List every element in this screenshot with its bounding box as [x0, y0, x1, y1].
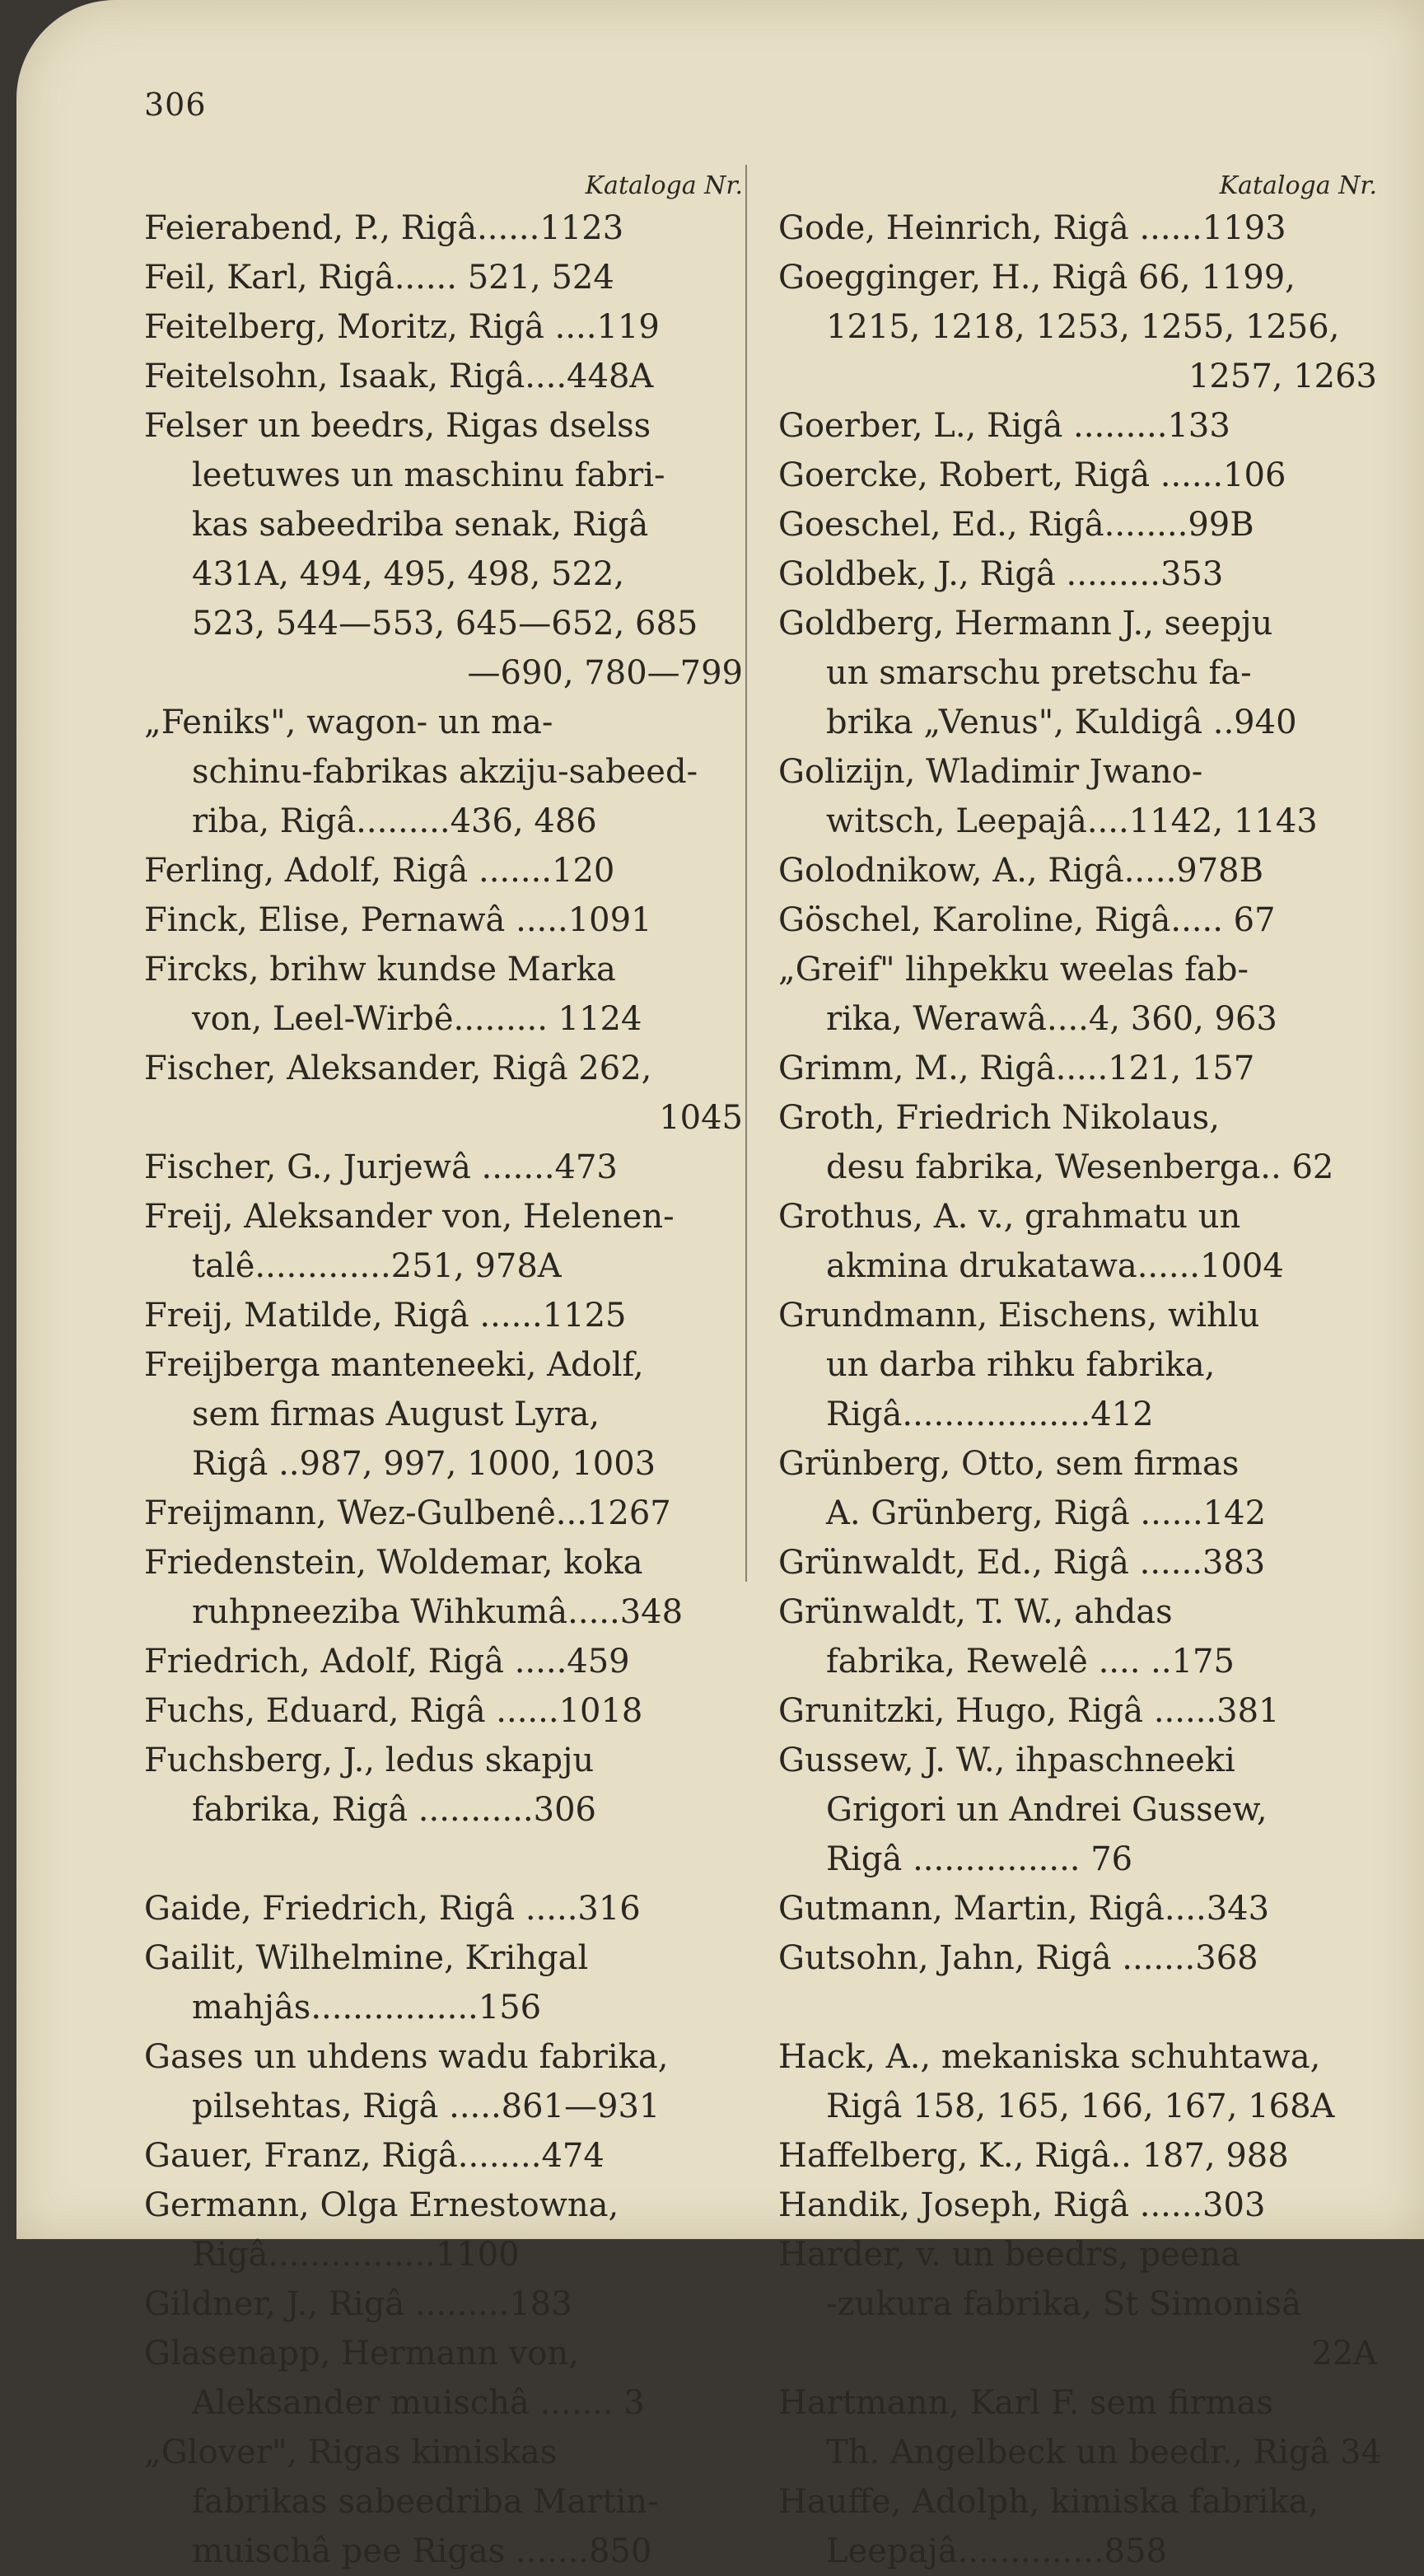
directory-entry: [778, 1093, 1384, 1192]
entry-line: Fuchsberg, J., ledus skapju: [144, 1741, 595, 1779]
column-header: Kataloga Nr.: [585, 171, 743, 200]
left-column: [144, 169, 749, 2576]
entry-line: Hauffe, Adolph, kimiska fabrika,: [778, 2483, 1319, 2521]
directory-entry: [778, 1291, 1384, 1439]
directory-entry: [778, 1192, 1384, 1291]
entry-line: Goeschel, Ed., Rigâ........99B: [778, 506, 1254, 544]
directory-entry: [144, 2279, 749, 2329]
entry-line: Glasenapp, Hermann von,: [144, 2335, 579, 2373]
entry-line: sem firmas August Lyra,: [192, 1396, 600, 1433]
entry-line: Gailit, Wilhelmine, Krihgal: [144, 1939, 589, 1977]
entry-line: un darba rihku fabrika,: [826, 1346, 1216, 1384]
entry-line: Leepajâ..............858: [826, 2532, 1167, 2570]
entry-line: Golodnikow, A., Rigâ.....978B: [778, 852, 1264, 890]
book-page: [16, 0, 1424, 2570]
entry-line: Grünwaldt, T. W., ahdas: [778, 1593, 1173, 1631]
entry-line: Gaide, Friedrich, Rigâ .....316: [144, 1890, 641, 1928]
entry-line: Fuchs, Eduard, Rigâ ......1018: [144, 1692, 643, 1730]
directory-entry: [144, 2131, 749, 2181]
directory-entry: [144, 2181, 749, 2279]
entry-line: Rigâ................1100: [192, 2236, 520, 2274]
entry-line: Feitelberg, Moritz, Rigâ ....119: [144, 308, 660, 346]
entry-line: Rigâ ..987, 997, 1000, 1003: [192, 1445, 656, 1483]
entry-line: A. Grünberg, Rigâ ......142: [826, 1494, 1267, 1532]
directory-entry: [778, 203, 1384, 253]
entry-line: pilsehtas, Rigâ .....861—931: [192, 2087, 661, 2125]
entry-line: Harder, v. un beedrs, peena: [778, 2236, 1240, 2274]
entry-line: Germann, Olga Ernestowna,: [144, 2186, 619, 2224]
entry-line: Gases un uhdens wadu fabrika,: [144, 2038, 669, 2076]
entry-line: von, Leel-Wirbê......... 1124: [192, 1000, 642, 1038]
directory-entry: [144, 1686, 749, 1736]
entry-line: schinu-fabrikas akziju-sabeed-: [192, 753, 698, 791]
directory-entry: [144, 1044, 749, 1143]
entry-line: Gussew, J. W., ihpaschneeki: [778, 1741, 1235, 1779]
entry-line: Grünwaldt, Ed., Rigâ ......383: [778, 1544, 1266, 1582]
directory-entry: [778, 451, 1384, 500]
entry-line: Friedenstein, Woldemar, koka: [144, 1544, 643, 1582]
directory-entry: [144, 945, 749, 1044]
directory-entry: [778, 2131, 1384, 2181]
entry-line: Rigâ..................412: [826, 1396, 1154, 1433]
directory-entry: [778, 2230, 1384, 2378]
directory-entry: [778, 747, 1384, 846]
entry-line: Feil, Karl, Rigâ...... 521, 524: [144, 259, 614, 297]
directory-entry: [144, 1933, 749, 2032]
entry-line: „Glover", Rigas kimiskas: [144, 2433, 558, 2471]
entry-line: rika, Werawâ....4, 360, 963: [826, 1000, 1277, 1038]
entry-line: 1215, 1218, 1253, 1255, 1256,: [826, 308, 1340, 346]
directory-entry: [778, 1538, 1384, 1587]
entry-line: Hack, A., mekaniska schuhtawa,: [778, 2038, 1321, 2076]
entry-line: Haffelberg, K., Rigâ.. 187, 988: [778, 2137, 1289, 2175]
entry-line: Goldberg, Hermann J., seepju: [778, 605, 1273, 643]
right-column: [778, 169, 1384, 2576]
entry-line: Goerber, L., Rigâ .........133: [778, 407, 1230, 445]
entry-line: fabrika, Rigâ ...........306: [192, 1791, 596, 1829]
entry-line: fabrika, Rewelê .... ..175: [826, 1643, 1235, 1681]
entry-line: Feierabend, P., Rigâ......1123: [144, 209, 624, 247]
entry-line: Finck, Elise, Pernawâ .....1091: [144, 901, 652, 939]
entry-line: Freijberga manteneeki, Adolf,: [144, 1346, 644, 1384]
entry-line: talê.............251, 978A: [192, 1247, 562, 1285]
entry-line: Gutsohn, Jahn, Rigâ .......368: [778, 1939, 1258, 1977]
entry-line: „Feniks", wagon- un ma-: [144, 704, 553, 741]
entry-line: un smarschu pretschu fa-: [826, 654, 1252, 692]
entry-line: Rigâ 158, 165, 166, 167, 168A: [826, 2087, 1335, 2125]
directory-entry: [778, 1686, 1384, 1736]
entry-line: Grimm, M., Rigâ.....121, 157: [778, 1050, 1255, 1087]
entry-line: desu fabrika, Wesenberga.. 62: [826, 1148, 1334, 1186]
entry-line: Gode, Heinrich, Rigâ ......1193: [778, 209, 1286, 247]
directory-entry: [778, 599, 1384, 747]
directory-entry: [144, 2428, 749, 2576]
entry-line: Goldbek, J., Rigâ .........353: [778, 555, 1224, 593]
entry-line: Grigori un Andrei Gussew,: [826, 1791, 1268, 1829]
directory-entry: [778, 846, 1384, 895]
entry-line: Fircks, brihw kundse Marka: [144, 951, 616, 989]
entry-line: Groth, Friedrich Nikolaus,: [778, 1099, 1220, 1137]
entry-line: kas sabeedriba senak, Rigâ: [192, 506, 649, 544]
entry-line: Gildner, J., Rigâ .........183: [144, 2285, 572, 2323]
entry-line: Ferling, Adolf, Rigâ .......120: [144, 852, 615, 890]
directory-entry: [144, 1637, 749, 1686]
entry-line: „Greif" lihpekku weelas fab-: [778, 951, 1249, 989]
directory-entry: [144, 1489, 749, 1538]
entry-line: Rigâ ................ 76: [826, 1840, 1133, 1878]
entry-line: 22A: [1311, 2335, 1377, 2373]
entry-line: Grunitzki, Hugo, Rigâ ......381: [778, 1692, 1280, 1730]
entry-line: 431A, 494, 495, 498, 522,: [192, 555, 625, 593]
entry-line: Freijmann, Wez-Gulbenê...1267: [144, 1494, 671, 1532]
entry-line: Gauer, Franz, Rigâ........474: [144, 2137, 605, 2175]
entry-line: muischâ pee Rigas .......850: [192, 2532, 652, 2570]
entry-line: Th. Angelbeck un beedr., Rigâ 34: [826, 2433, 1382, 2471]
directory-entry: [144, 203, 749, 253]
directory-entry: [144, 846, 749, 895]
directory-entry: [778, 945, 1384, 1044]
entry-line: Grothus, A. v., grahmatu un: [778, 1198, 1241, 1236]
directory-entry: [144, 253, 749, 302]
entry-line: Grundmann, Eischens, wihlu: [778, 1297, 1260, 1335]
directory-entry: [778, 549, 1384, 599]
entry-line: Felser un beedrs, Rigas dselss: [144, 407, 651, 445]
column-header: Kataloga Nr.: [1219, 171, 1377, 200]
entry-line: Golizijn, Wladimir Jwano-: [778, 753, 1203, 791]
entry-line: Freij, Matilde, Rigâ ......1125: [144, 1297, 627, 1335]
entry-line: brika „Venus", Kuldigâ ..940: [826, 704, 1297, 741]
directory-entry: [144, 895, 749, 945]
directory-entry: [778, 1884, 1384, 1933]
directory-entry: [778, 2181, 1384, 2230]
entry-line: fabrikas sabeedriba Martin-: [192, 2483, 659, 2521]
entry-line: mahjâs................156: [192, 1989, 542, 2027]
entry-line: 523, 544—553, 645—652, 685: [192, 605, 698, 643]
entry-line: Fischer, Aleksander, Rigâ 262,: [144, 1050, 652, 1087]
entry-line: Friedrich, Adolf, Rigâ .....459: [144, 1643, 630, 1681]
directory-entry: [778, 2477, 1384, 2576]
entry-line: Aleksander muischâ ....... 3: [192, 2384, 645, 2422]
entry-line: -zukura fabrika, St Simonisâ: [826, 2285, 1302, 2323]
entry-line: Goegginger, H., Rigâ 66, 1199,: [778, 259, 1296, 297]
entry-line: Handik, Joseph, Rigâ ......303: [778, 2186, 1266, 2224]
entry-line: —690, 780—799: [467, 654, 743, 692]
entry-line: Gutmann, Martin, Rigâ....343: [778, 1890, 1270, 1928]
entry-line: Goercke, Robert, Rigâ ......106: [778, 456, 1286, 494]
entry-line: ruhpneeziba Wihkumâ.....348: [192, 1593, 684, 1631]
entry-line: 1045: [659, 1099, 743, 1137]
entry-list: [778, 203, 1384, 2576]
entry-line: Hartmann, Karl F. sem firmas: [778, 2384, 1273, 2422]
directory-entry: [144, 1143, 749, 1192]
directory-entry: [144, 1340, 749, 1489]
directory-entry: [144, 352, 749, 401]
directory-entry: [778, 253, 1384, 401]
directory-entry: [778, 1736, 1384, 1884]
entry-list: [144, 203, 749, 2576]
directory-entry: [778, 500, 1384, 549]
directory-entry: [144, 2032, 749, 2131]
entry-line: 1257, 1263: [1188, 358, 1377, 395]
entry-line: Feitelsohn, Isaak, Rigâ....448A: [144, 358, 654, 395]
directory-entry: [778, 401, 1384, 451]
directory-entry: [144, 698, 749, 846]
directory-entry: [144, 1736, 749, 1835]
page-number: 306: [144, 86, 207, 123]
directory-entry: [778, 1933, 1384, 1983]
entry-line: witsch, Leepajâ....1142, 1143: [826, 802, 1318, 840]
directory-entry: [778, 2032, 1384, 2131]
directory-entry: [144, 302, 749, 352]
entry-line: Fischer, G., Jurjewâ .......473: [144, 1148, 618, 1186]
entry-line: leetuwes un maschinu fabri-: [192, 456, 665, 494]
directory-entry: [778, 2378, 1384, 2477]
directory-entry: [778, 1044, 1384, 1093]
directory-entry: [144, 1538, 749, 1637]
section-gap: [144, 1835, 749, 1884]
section-gap: [778, 1983, 1384, 2032]
entry-line: Göschel, Karoline, Rigâ..... 67: [778, 901, 1276, 939]
directory-entry: [778, 895, 1384, 945]
directory-entry: [144, 1291, 749, 1340]
directory-entry: [144, 2329, 749, 2428]
directory-entry: [778, 1439, 1384, 1538]
entry-line: Grünberg, Otto, sem firmas: [778, 1445, 1240, 1483]
directory-entry: [778, 1587, 1384, 1686]
directory-entry: [144, 401, 749, 698]
entry-line: Freij, Aleksander von, Helenen-: [144, 1198, 675, 1236]
directory-entry: [144, 1884, 749, 1933]
entry-line: riba, Rigâ.........436, 486: [192, 802, 597, 840]
entry-line: akmina drukatawa......1004: [826, 1247, 1284, 1285]
directory-entry: [144, 1192, 749, 1291]
